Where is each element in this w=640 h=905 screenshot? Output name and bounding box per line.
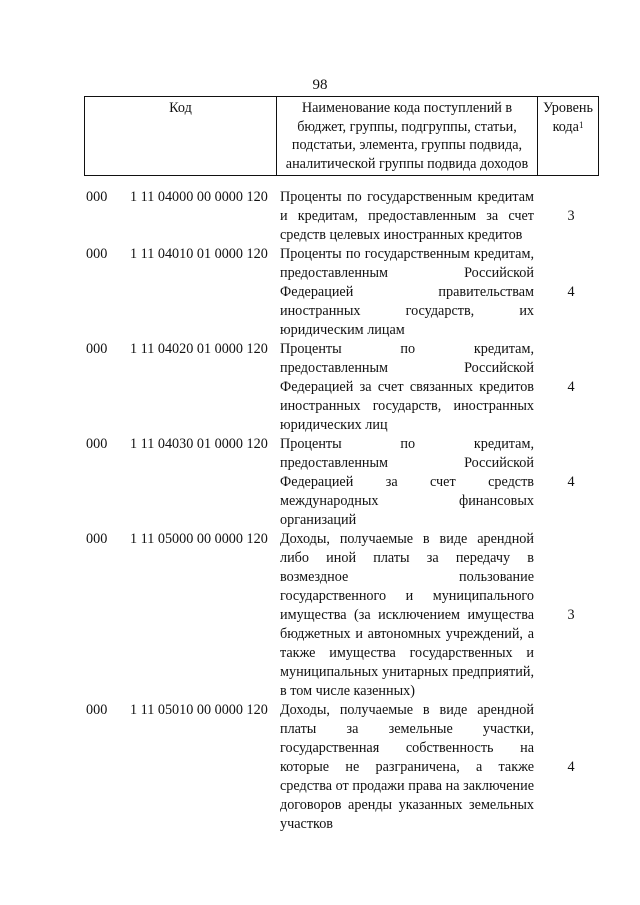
table-row	[0, 530, 640, 701]
code-description: Проценты по государственным кредитам и кредитам, предоставленным за счет средств целевых иностранных кредитов	[280, 189, 534, 243]
budget-code: 1 11 04010 01 0000 120	[130, 246, 268, 262]
budget-code: 1 11 04020 01 0000 120	[130, 341, 268, 357]
page-number: 98	[312, 77, 328, 93]
code-description: Проценты по кредитам, предоставленным Российской Федерацией за счет связанных кредитов иностранных государств, иностранных юридических лиц	[280, 341, 534, 433]
header-level-label: Уровень кода	[543, 100, 593, 135]
table-row	[0, 340, 640, 435]
admin-code: 000	[86, 436, 108, 452]
code-level: 4	[567, 474, 575, 490]
budget-code: 1 11 04000 00 0000 120	[130, 189, 268, 205]
header-code: Код	[85, 97, 277, 176]
budget-code: 1 11 05010 00 0000 120	[130, 702, 268, 718]
table-header	[84, 96, 599, 176]
code-level: 4	[567, 759, 575, 775]
code-level: 3	[567, 607, 575, 623]
header-name: Наименование кода поступлений в бюджет, группы, подгруппы, статьи, подстатьи, элемента, группы подвида, аналитической группы подвида доходов	[277, 97, 538, 176]
admin-code: 000	[86, 341, 108, 357]
code-level: 3	[567, 208, 575, 224]
header-level	[538, 97, 599, 176]
table-row	[0, 245, 640, 340]
code-level: 4	[567, 284, 575, 300]
code-description: Доходы, получаемые в виде арендной либо иной платы за передачу в возмездное пользование государственного и муниципального имущества (за исключением имущества бюджетных и автономных учреждений, а также имущества государственных и муниципальных унитарных предприятий, в том числе казенных)	[280, 531, 534, 699]
budget-code: 1 11 04030 01 0000 120	[130, 436, 268, 452]
admin-code: 000	[86, 702, 108, 718]
code-description: Проценты по кредитам, предоставленным Российской Федерацией за счет средств международных финансовых организаций	[280, 436, 534, 528]
admin-code: 000	[86, 246, 108, 262]
budget-code: 1 11 05000 00 0000 120	[130, 531, 268, 547]
code-list	[0, 188, 640, 834]
admin-code: 000	[86, 189, 108, 205]
table-row	[0, 701, 640, 834]
code-description: Доходы, получаемые в виде арендной платы за земельные участки, государственная собственность на которые не разграничена, а также средства от продажи права на заключение договоров аренды указанных земельных участков	[280, 702, 534, 832]
code-description: Проценты по государственным кредитам, предоставленным Российской Федерацией правительствам иностранных государств, их юридическим лицам	[280, 246, 534, 338]
admin-code: 000	[86, 531, 108, 547]
code-level: 4	[567, 379, 575, 395]
table-row	[0, 435, 640, 530]
header-level-footnote: 1	[578, 119, 584, 130]
table-row	[0, 188, 640, 245]
